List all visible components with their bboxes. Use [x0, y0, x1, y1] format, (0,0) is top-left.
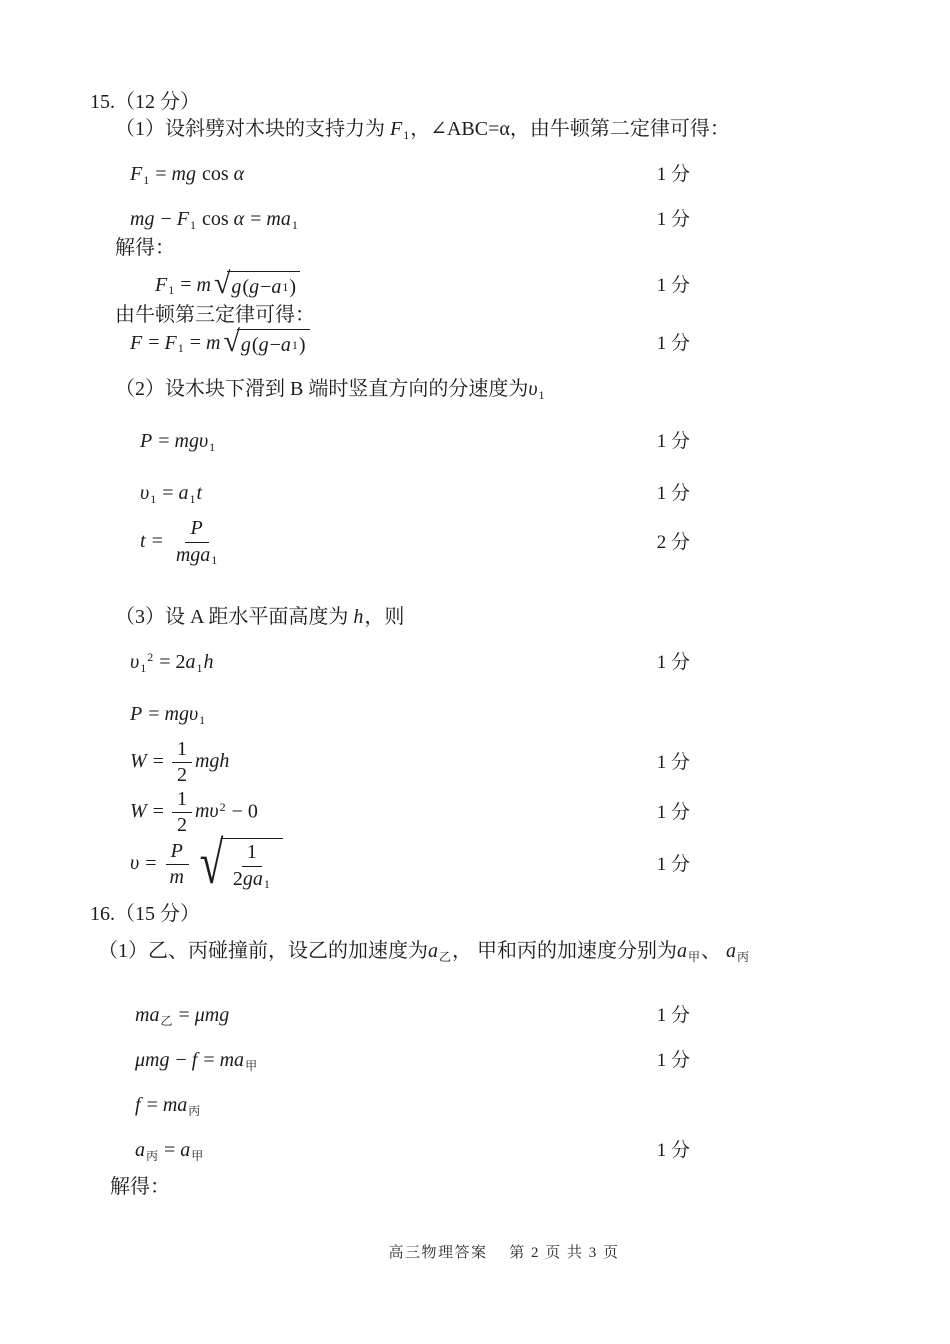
math-var: P — [130, 702, 143, 725]
radicand — [227, 271, 300, 300]
radicand — [237, 329, 310, 358]
score-label: 1 分 — [656, 1049, 690, 1071]
math-var: α — [233, 163, 245, 186]
text-run: = — [147, 800, 169, 823]
subscript: 1 — [403, 128, 410, 142]
line-content — [115, 604, 404, 630]
text-run: = — [140, 852, 162, 875]
text-run: （2）设木块下滑到 B 端时竖直方向的分速度为 — [115, 378, 529, 401]
line-content — [90, 901, 200, 927]
subscript: 1 — [143, 173, 150, 187]
math-var: υ — [528, 378, 538, 401]
fraction-numerator — [166, 840, 189, 866]
formula-line — [90, 1092, 690, 1120]
subscript: 甲 — [245, 1058, 258, 1073]
math-var: g — [258, 334, 269, 357]
solution-text — [90, 376, 690, 404]
math-var: mgυ — [174, 430, 209, 453]
text-run: = — [175, 273, 197, 296]
math-var: P — [170, 839, 183, 862]
math-var: α — [233, 208, 245, 231]
subscript: 1 — [199, 712, 206, 727]
text-run: = — [146, 529, 168, 552]
line-content — [140, 517, 226, 568]
line-content — [130, 830, 283, 897]
math-var: g — [240, 334, 251, 357]
math-var: P — [140, 430, 153, 453]
line-content — [130, 788, 258, 838]
line-content — [130, 325, 310, 359]
text-run: 解得： — [110, 1176, 170, 1199]
subscript: 甲 — [191, 1148, 204, 1163]
solution-text — [90, 234, 690, 262]
fraction — [228, 841, 276, 892]
math-var: a — [271, 276, 282, 299]
formula-line — [90, 161, 690, 189]
subscript: 1 — [282, 279, 289, 294]
math-var: a — [180, 1138, 191, 1161]
score-label: 1 分 — [656, 483, 690, 505]
subscript: 1 — [189, 218, 196, 232]
line-content — [135, 1137, 204, 1165]
fraction-numerator — [172, 788, 192, 814]
formula-line — [90, 830, 690, 897]
subscript: 1 — [168, 283, 175, 298]
math-var: υ — [130, 852, 140, 875]
line-content — [115, 235, 175, 261]
fraction-numerator — [172, 738, 192, 764]
text-run: − — [170, 1048, 192, 1071]
math-var: t — [140, 529, 146, 552]
text-run: ) — [289, 276, 297, 299]
formula-line — [90, 267, 690, 301]
text-run: （3）设 A 距水平面高度为 — [115, 606, 354, 629]
text-run: ，∠ABC=α，由牛顿第二定律可得： — [410, 118, 730, 141]
line-content — [98, 938, 750, 966]
radicand — [221, 838, 283, 892]
text-run: 1 — [176, 787, 187, 810]
math-var: υ — [140, 482, 150, 505]
text-run: = — [245, 208, 267, 231]
subscript: 1 — [538, 388, 545, 402]
math-var: ma — [266, 208, 291, 231]
math-var: υ — [130, 650, 140, 673]
line-content — [115, 116, 730, 144]
formula-line — [90, 738, 690, 788]
line-content — [130, 701, 206, 729]
subscript: 1 — [189, 492, 196, 506]
subscript: 1 — [263, 877, 270, 892]
math-var: g — [231, 276, 242, 299]
formula-line — [90, 1047, 690, 1075]
formula-line — [90, 1002, 690, 1030]
radical-sign: √ — [199, 830, 224, 897]
math-var: ga — [242, 867, 263, 890]
text-run: （1）乙、丙碰撞前，设乙的加速度为 — [98, 939, 428, 962]
superscript: 2 — [219, 799, 226, 814]
math-var: a — [428, 939, 438, 962]
subscript: 丙 — [737, 949, 750, 964]
fraction-denominator — [164, 865, 189, 890]
math-var: mga — [175, 543, 211, 566]
text-run: − — [260, 276, 272, 299]
line-content — [115, 302, 315, 328]
math-var: ma — [135, 1003, 160, 1026]
score-label: 2 分 — [656, 531, 690, 553]
math-var: F — [390, 118, 403, 141]
line-content — [135, 1002, 230, 1030]
text-run: = — [143, 702, 165, 725]
line-content — [155, 267, 300, 301]
formula-line — [90, 701, 690, 729]
line-content — [140, 480, 203, 508]
text-run: ( — [251, 334, 259, 357]
subscript: 乙 — [160, 1013, 173, 1028]
text-run: ( — [242, 276, 250, 299]
line-content — [130, 738, 230, 788]
text-run: 、 — [701, 939, 727, 962]
math-var: a — [178, 482, 189, 505]
line-content — [135, 1092, 201, 1120]
subscript: 1 — [291, 218, 298, 232]
math-var: t — [196, 482, 203, 505]
square-root — [213, 267, 300, 301]
text-run: − — [269, 334, 281, 357]
score-label: 1 分 — [656, 1139, 690, 1161]
text-run: 16.（15 分） — [90, 903, 200, 926]
text-run: （1）设斜劈对木块的支持力为 — [115, 118, 390, 141]
math-var: ma — [219, 1048, 245, 1071]
math-var: μmg — [194, 1003, 230, 1026]
fraction-denominator — [171, 543, 223, 568]
formula-line — [90, 428, 690, 456]
math-var: μmg — [135, 1048, 170, 1071]
math-var: F — [130, 163, 143, 186]
formula-line — [90, 788, 690, 838]
math-var: W — [130, 750, 147, 773]
math-var: a — [726, 939, 737, 962]
text-run: = 2 — [154, 650, 186, 673]
solution-text — [90, 938, 750, 966]
math-var: f — [135, 1093, 141, 1116]
score-label: 1 分 — [656, 854, 690, 876]
subscript: 1 — [291, 337, 298, 352]
score-label: 1 分 — [656, 1004, 690, 1026]
math-var: mυ — [194, 800, 219, 823]
formula-line — [90, 325, 690, 359]
math-var: P — [190, 517, 203, 539]
line-content — [115, 376, 546, 404]
math-var: W — [130, 800, 147, 823]
text-run: 2 — [232, 867, 243, 890]
text-run: = — [157, 482, 179, 505]
text-run: 15.（12 分） — [90, 90, 200, 113]
math-var: mgυ — [164, 702, 199, 725]
text-run: = — [173, 1003, 195, 1026]
text-run: 解得： — [115, 236, 175, 259]
score-label: 1 分 — [656, 652, 690, 674]
text-run: = — [150, 163, 172, 186]
text-run: cos — [196, 208, 234, 231]
math-var: a — [677, 939, 688, 962]
score-label: 1 分 — [656, 431, 690, 453]
formula-line — [90, 206, 690, 234]
math-var: f — [191, 1048, 198, 1071]
line-content — [130, 649, 214, 677]
solution-text — [90, 1174, 690, 1202]
fraction-numerator — [185, 517, 208, 543]
math-var: a — [280, 334, 291, 357]
text-run: − 0 — [226, 800, 258, 823]
question-heading — [90, 901, 690, 929]
formula-line — [90, 517, 690, 568]
fraction-denominator — [172, 763, 192, 788]
text-run: ) — [298, 334, 306, 357]
fraction-denominator — [172, 813, 192, 838]
subscript: 甲 — [688, 949, 701, 964]
text-run: 由牛顿第三定律可得： — [115, 303, 315, 326]
text-run: = — [198, 1048, 220, 1071]
text-run: ，则 — [364, 606, 405, 629]
fraction — [171, 517, 223, 568]
formula-line — [90, 1137, 690, 1165]
score-label: 1 分 — [656, 275, 690, 297]
score-label: 1 分 — [656, 802, 690, 824]
text-run: 2 — [176, 814, 187, 837]
radical-sign: √ — [223, 325, 240, 359]
text-run: − — [155, 208, 177, 231]
score-label: 1 分 — [656, 752, 690, 774]
score-label: 1 分 — [656, 164, 690, 186]
subscript: 1 — [140, 660, 147, 675]
superscript: 2 — [147, 650, 154, 665]
formula-line — [90, 480, 690, 508]
math-var: m — [169, 866, 184, 889]
text-run: 2 — [176, 764, 187, 787]
subscript: 1 — [177, 341, 184, 356]
math-var: F — [155, 273, 168, 296]
fraction — [172, 738, 192, 788]
math-var: h — [203, 650, 214, 673]
math-var: h — [353, 606, 364, 629]
fraction-denominator — [228, 867, 276, 892]
text-run: 1 — [246, 840, 257, 863]
radical-sign: √ — [213, 267, 231, 301]
score-label: 1 分 — [656, 209, 690, 231]
subscript: 丙 — [188, 1103, 201, 1118]
math-var: a — [185, 650, 196, 673]
square-root — [195, 830, 283, 897]
math-var: F — [176, 208, 189, 231]
math-var: mg — [171, 163, 196, 186]
question-heading — [90, 88, 690, 116]
subscript: 1 — [211, 553, 218, 568]
text-run: = — [153, 430, 175, 453]
math-var: ma — [162, 1093, 188, 1116]
math-var: a — [135, 1138, 145, 1161]
text-run: cos — [196, 163, 234, 186]
math-var: mg — [130, 208, 155, 231]
text-run: ， 甲和丙的加速度分别为 — [452, 939, 678, 962]
line-content — [135, 1047, 258, 1075]
line-content — [140, 428, 216, 456]
score-label: 1 分 — [656, 333, 690, 355]
text-run: = — [143, 331, 165, 354]
math-var: m — [206, 331, 221, 354]
math-var: F — [164, 331, 177, 354]
text-run: 1 — [176, 737, 187, 760]
formula-line — [90, 649, 690, 677]
text-run: = — [147, 750, 169, 773]
solution-text — [90, 116, 730, 144]
subscript: 1 — [209, 440, 216, 454]
math-var: g — [249, 276, 260, 299]
fraction — [172, 788, 192, 838]
fraction — [164, 840, 189, 890]
line-content — [130, 206, 299, 234]
math-var: mgh — [194, 750, 230, 773]
solution-text — [90, 301, 690, 329]
square-root — [223, 325, 309, 359]
line-content — [110, 1174, 170, 1200]
line-content — [130, 161, 245, 189]
solution-text — [90, 604, 690, 632]
text-run: = — [159, 1138, 181, 1161]
math-var: F — [130, 331, 143, 354]
subscript: 1 — [150, 492, 157, 506]
answer-content — [90, 88, 750, 1202]
subscript: 1 — [196, 660, 203, 675]
line-content — [90, 89, 200, 115]
page-footer: 高三物理答案 第 2 页 共 3 页 — [388, 1245, 620, 1261]
fraction-numerator — [242, 841, 262, 867]
subscript: 丙 — [146, 1148, 159, 1163]
math-var: m — [196, 273, 211, 296]
text-run: = — [184, 331, 206, 354]
subscript: 乙 — [439, 949, 452, 964]
text-run: = — [141, 1093, 163, 1116]
